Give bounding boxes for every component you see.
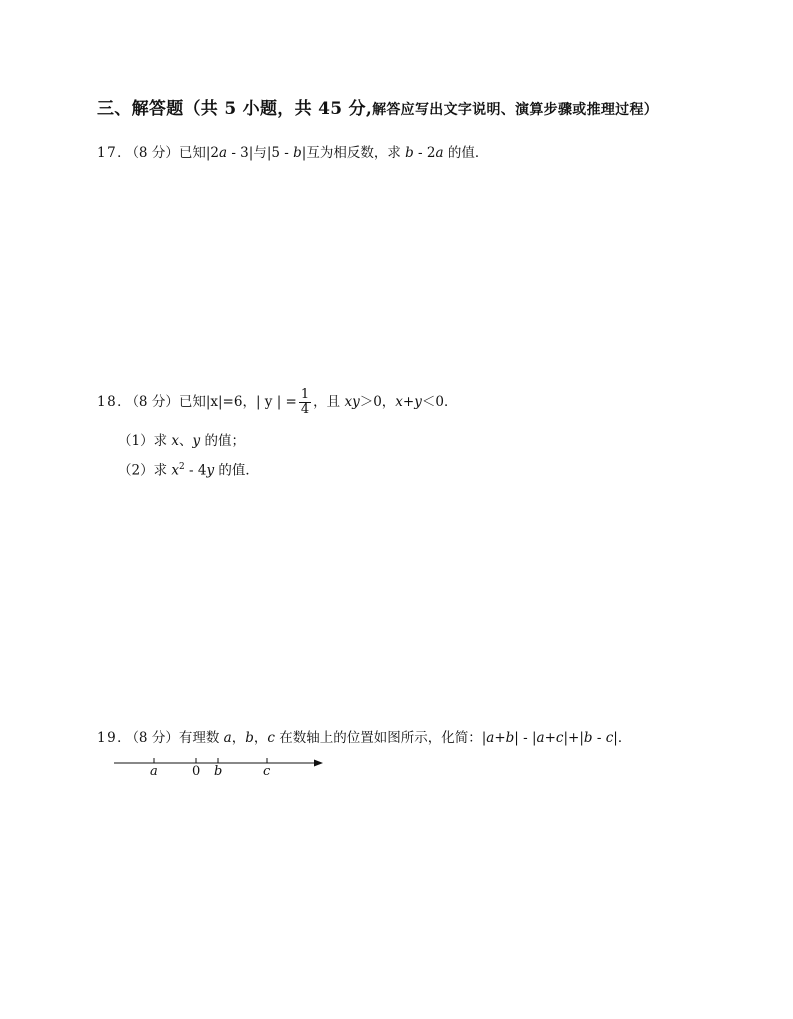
var-a: a: [536, 730, 545, 746]
arrow-right-icon: [314, 760, 323, 767]
var-a: a: [223, 730, 232, 746]
question-text: ，且: [313, 394, 345, 410]
var-b: b: [505, 730, 515, 746]
section-title-note: 解答应写出文字说明、演算步骤或推理过程）: [372, 102, 659, 118]
subquestion-text: （1）求: [118, 433, 172, 449]
question-text: +: [494, 730, 506, 746]
question-text: - 3|与|5 -: [227, 145, 294, 161]
question-text: ＞0，: [359, 394, 396, 410]
question-points: （8 分）: [132, 145, 179, 161]
question-text: +: [402, 394, 415, 410]
number-line-label-c: c: [263, 764, 271, 779]
question-text: 有理数: [178, 730, 224, 746]
subquestion-text: 的值．: [214, 462, 259, 479]
question-19: [97, 729, 631, 747]
number-line-label-b: b: [214, 764, 223, 779]
question-18-part-1: [118, 432, 245, 450]
question-text: 已知|x|=6，: [178, 394, 256, 410]
var-y: y: [192, 433, 201, 449]
question-18-part-2: [118, 458, 259, 480]
subquestion-text: - 4: [184, 462, 207, 479]
question-text: ＜0．: [421, 394, 458, 410]
var-a: a: [218, 145, 228, 161]
fraction-denominator: 4: [300, 402, 310, 417]
var-xy: xy: [344, 394, 360, 410]
var-a: a: [435, 145, 444, 161]
subquestion-text: 的值；: [200, 433, 245, 449]
number-line-label-a: a: [150, 764, 158, 779]
question-number: 19．: [97, 730, 133, 746]
subquestion-text: （2）求: [118, 462, 172, 479]
question-points: （8 分）: [132, 730, 179, 746]
question-text: | y | =: [255, 394, 297, 410]
question-text: |互为相反数，求: [301, 145, 406, 161]
question-text: -: [592, 730, 606, 746]
question-text: |．: [613, 730, 632, 746]
question-text: | - |: [514, 730, 537, 746]
var-c: c: [605, 730, 614, 746]
var-y: y: [206, 462, 215, 479]
question-text: +: [544, 730, 556, 746]
var-y: y: [414, 394, 422, 410]
var-x: x: [171, 462, 180, 479]
question-17: [97, 144, 488, 162]
question-text: - 2: [413, 145, 436, 161]
question-points: （8 分）: [132, 394, 179, 410]
question-18: [97, 388, 457, 417]
var-b: b: [583, 730, 593, 746]
section-title: [97, 94, 658, 119]
var-b: b: [245, 730, 254, 746]
var-c: c: [267, 730, 275, 746]
fraction-numerator: 1: [300, 387, 310, 402]
var-b: b: [293, 145, 302, 161]
number-line-label-0: 0: [192, 764, 201, 779]
question-text: 在数轴上的位置如图所示，化简：|: [274, 730, 487, 746]
question-number: 17．: [97, 145, 133, 161]
question-text: 的值．: [443, 145, 489, 161]
question-text: |+|: [563, 730, 584, 746]
var-b: b: [405, 145, 414, 161]
var-a: a: [486, 730, 495, 746]
question-text: 已知|2: [178, 145, 219, 161]
var-x: x: [171, 433, 180, 449]
fraction: [299, 388, 311, 417]
section-title-main: 三、解答题（共 5 小题，共 45 分,: [97, 99, 373, 119]
subquestion-text: 、: [179, 433, 193, 449]
question-text: ，: [253, 730, 268, 746]
exponent: 2: [179, 462, 185, 472]
question-text: ，: [231, 730, 246, 746]
var-c: c: [555, 730, 564, 746]
number-line-figure: [112, 752, 332, 796]
var-x: x: [395, 394, 403, 410]
question-number: 18．: [97, 394, 133, 410]
